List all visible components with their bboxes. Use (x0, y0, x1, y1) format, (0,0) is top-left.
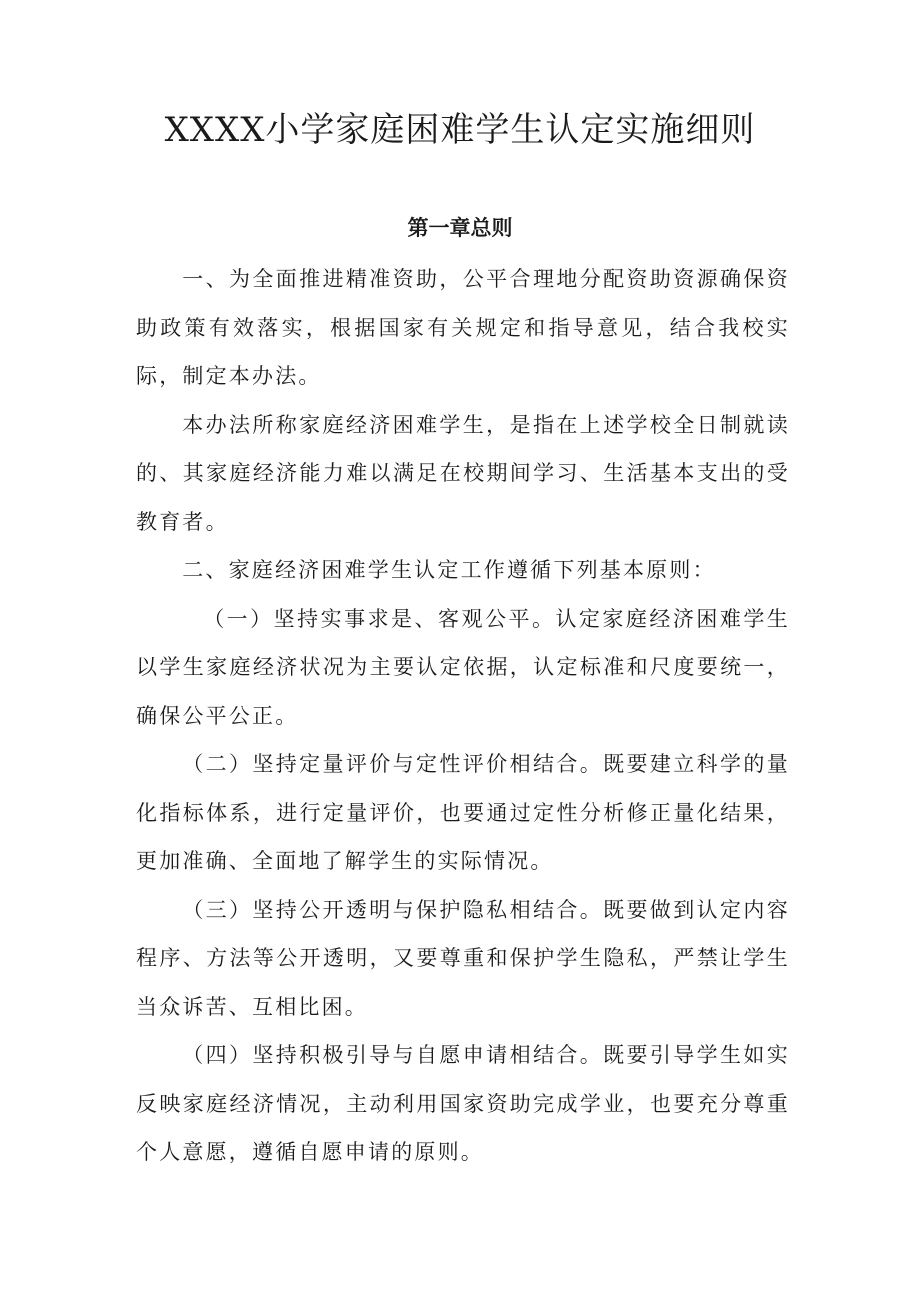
principle-1: （一）坚持实事求是、客观公平。认定家庭经济困难学生以学生家庭经济状况为主要认定依据，认定标准和尺度要统一，确保公平公正。 (136, 606, 790, 728)
document-body (136, 255, 790, 1177)
paragraph-1: 一、为全面推进精准资助，公平合理地分配资助资源确保资助政策有效落实，根据国家有关规定和指导意见，结合我校实际，制定本办法。 (136, 267, 790, 388)
principle-4: （四）坚持积极引导与自愿申请相结合。既要引导学生如实反映家庭经济情况，主动利用国家资助完成学业，也要充分尊重个人意愿，遵循自愿申请的原则。 (136, 1043, 790, 1164)
paragraph-3: 二、家庭经济困难学生认定工作遵循下列基本原则： (182, 558, 716, 582)
document-title: XXXX小学家庭困难学生认定实施细则 (164, 110, 756, 150)
chapter-heading: 第一章总则 (407, 216, 513, 240)
principle-2: （二）坚持定量评价与定性评价相结合。既要建立科学的量化指标体系，进行定量评价，也要通过定性分析修正量化结果，更加准确、全面地了解学生的实际情况。 (136, 752, 790, 873)
principle-3: （三）坚持公开透明与保护隐私相结合。既要做到认定内容程序、方法等公开透明，又要尊重和保护学生隐私，严禁让学生当众诉苦、互相比困。 (136, 897, 790, 1019)
paragraph-2: 本办法所称家庭经济困难学生，是指在上述学校全日制就读的、其家庭经济能力难以满足在校期间学习、生活基本支出的受教育者。 (136, 412, 790, 534)
